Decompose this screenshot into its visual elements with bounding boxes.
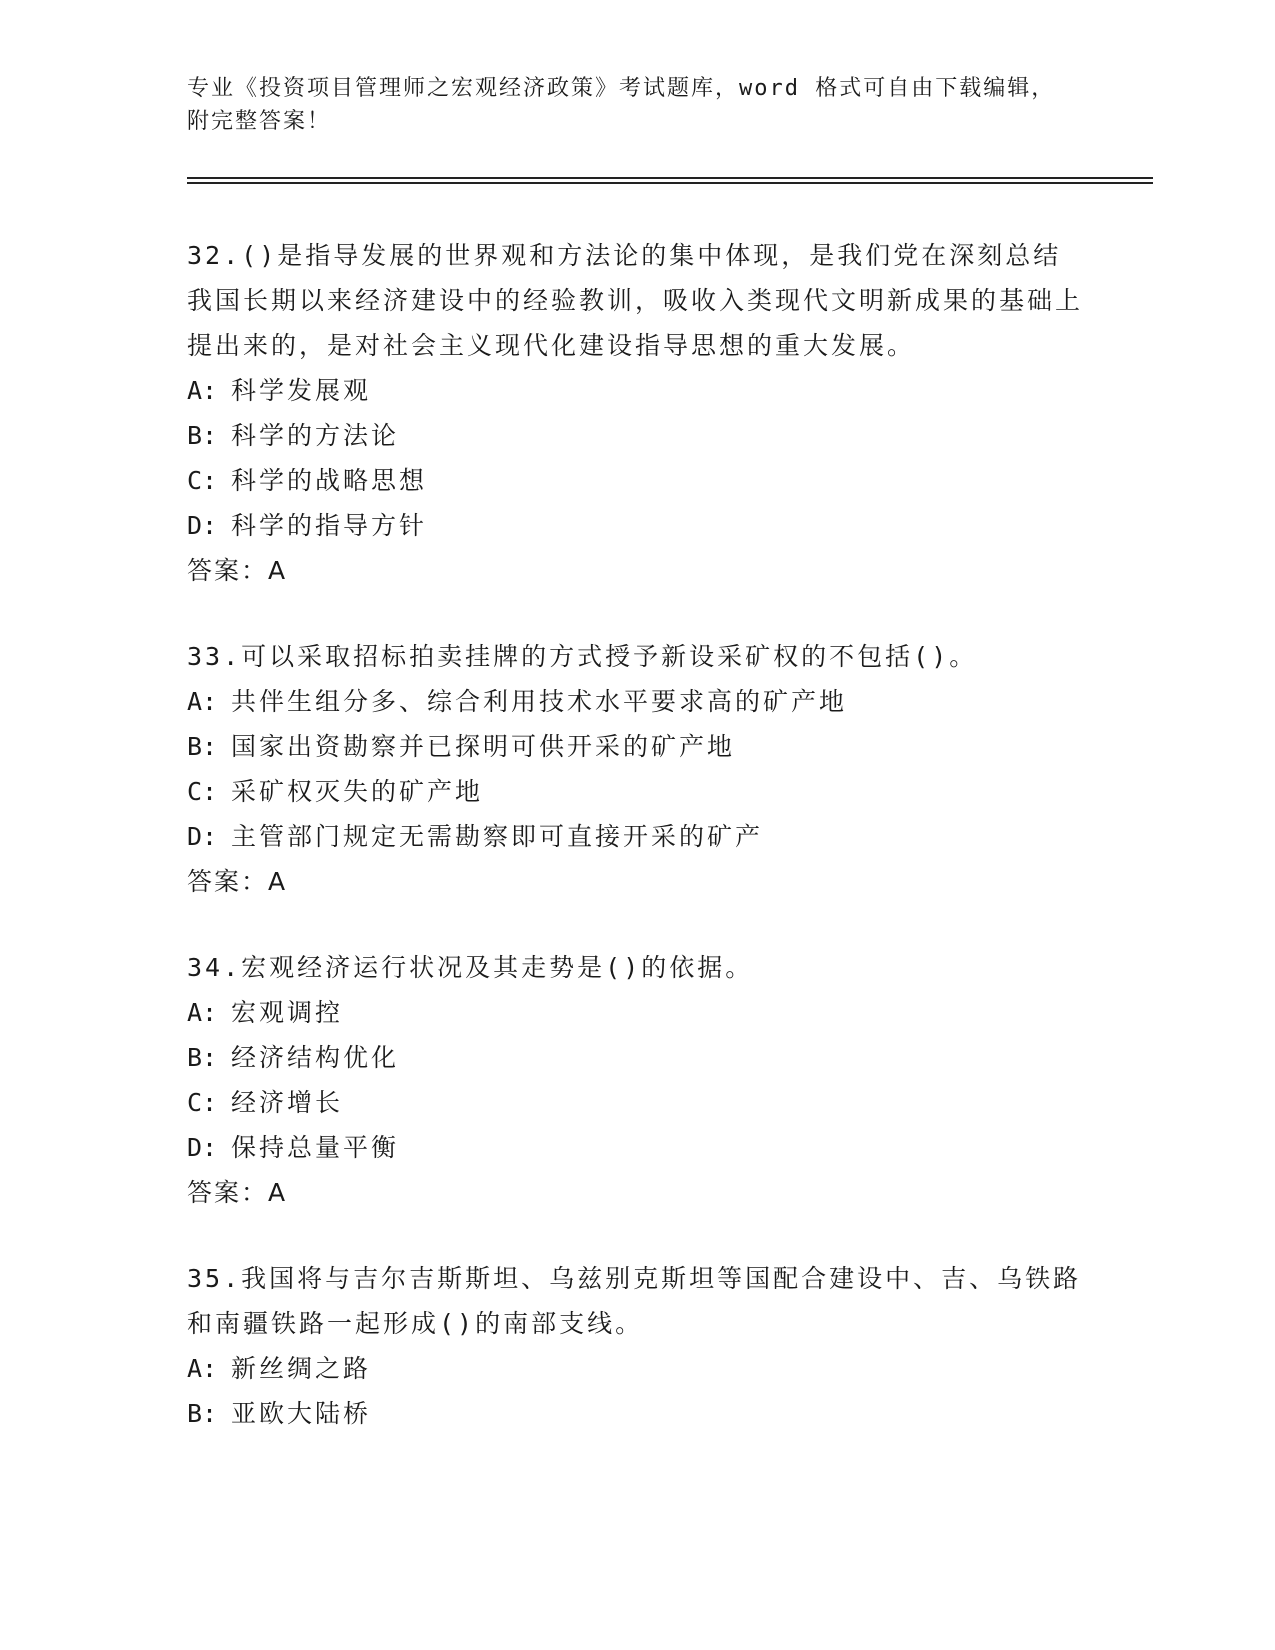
- question-stem: 35.我国将与吉尔吉斯斯坦、乌兹别克斯坦等国配合建设中、吉、乌铁路和南疆铁路一起形成()的南部支线。: [187, 1264, 1082, 1338]
- option-c: [187, 458, 1087, 503]
- option-d: [187, 814, 1087, 859]
- option-b: [187, 1035, 1087, 1080]
- option-letter: A:: [187, 376, 218, 405]
- answer-line: 答案：A: [187, 556, 288, 585]
- header-divider-line-bottom: [187, 182, 1153, 184]
- option-a: [187, 1346, 1087, 1391]
- option-text: 科学的战略思想: [231, 466, 428, 495]
- document-header-description: 专业《投资项目管理师之宏观经济政策》考试题库，word 格式可自由下载编辑，附完整答案！: [187, 76, 1056, 134]
- option-a: [187, 679, 1087, 724]
- answer-line: 答案：A: [187, 1178, 288, 1207]
- option-b: [187, 724, 1087, 769]
- option-letter: D:: [187, 1133, 218, 1162]
- option-letter: A:: [187, 687, 218, 716]
- option-text: 采矿权灭失的矿产地: [231, 777, 484, 806]
- option-c: [187, 769, 1087, 814]
- option-text: 宏观调控: [231, 998, 344, 1027]
- question-33: [187, 634, 1087, 904]
- option-text: 国家出资勘察并已探明可供开采的矿产地: [231, 732, 736, 761]
- option-letter: C:: [187, 777, 218, 806]
- option-letter: A:: [187, 998, 218, 1027]
- option-a: [187, 990, 1087, 1035]
- option-text: 新丝绸之路: [231, 1354, 372, 1383]
- question-34: [187, 945, 1087, 1215]
- header-divider-line-top: [187, 177, 1153, 179]
- question-35: [187, 1256, 1087, 1436]
- answer-line: 答案：A: [187, 867, 288, 896]
- option-letter: A:: [187, 1354, 218, 1383]
- question-stem: 34.宏观经济运行状况及其走势是()的依据。: [187, 953, 754, 982]
- option-text: 科学的方法论: [231, 421, 400, 450]
- option-text: 共伴生组分多、综合利用技术水平要求高的矿产地: [231, 687, 848, 716]
- option-text: 科学发展观: [231, 376, 372, 405]
- option-letter: C:: [187, 1088, 218, 1117]
- option-text: 经济结构优化: [231, 1043, 400, 1072]
- option-c: [187, 1080, 1087, 1125]
- option-text: 亚欧大陆桥: [231, 1399, 372, 1428]
- option-letter: D:: [187, 822, 218, 851]
- option-letter: B:: [187, 1043, 218, 1072]
- option-letter: B:: [187, 1399, 218, 1428]
- option-letter: B:: [187, 732, 218, 761]
- option-a: [187, 368, 1087, 413]
- question-stem: 33.可以采取招标拍卖挂牌的方式授予新设采矿权的不包括()。: [187, 642, 978, 671]
- option-d: [187, 1125, 1087, 1170]
- question-stem: 32.()是指导发展的世界观和方法论的集中体现，是我们党在深刻总结我国长期以来经济建设中的经验教训，吸收入类现代文明新成果的基础上提出来的，是对社会主义现代化建设指导思想的重大发展。: [187, 241, 1084, 360]
- option-letter: B:: [187, 421, 218, 450]
- option-text: 保持总量平衡: [231, 1133, 400, 1162]
- option-letter: C:: [187, 466, 218, 495]
- option-letter: D:: [187, 511, 218, 540]
- option-d: [187, 503, 1087, 548]
- option-text: 经济增长: [231, 1088, 344, 1117]
- option-text: 主管部门规定无需勘察即可直接开采的矿产: [231, 822, 764, 851]
- question-32: [187, 233, 1087, 593]
- question-list: [187, 233, 1087, 1477]
- option-b: [187, 413, 1087, 458]
- option-b: [187, 1391, 1087, 1436]
- option-text: 科学的指导方针: [231, 511, 428, 540]
